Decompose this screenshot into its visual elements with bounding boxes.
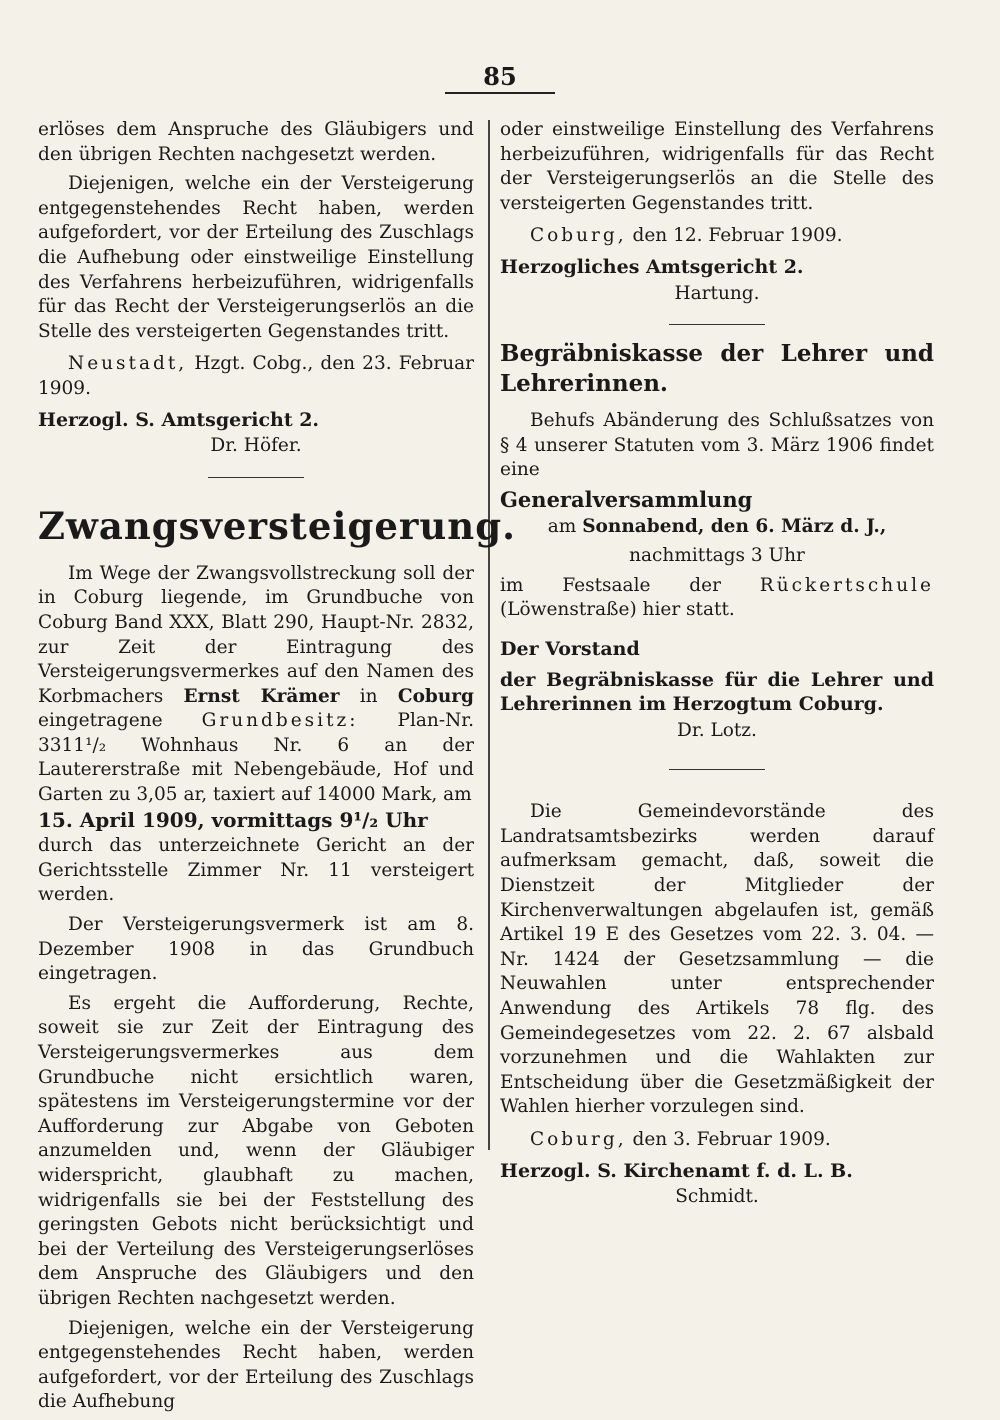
church-office-name: Herzogl. S. Kirchenamt f. d. L. B. <box>500 1159 853 1182</box>
left-paragraph-4: Der Versteigerungsvermerk ist am 8. Dezember 1908 in das Grundbuch eingetragen. <box>38 914 474 985</box>
header-rule <box>445 92 555 94</box>
left-court-name: Herzogl. S. Amtsgericht 2. <box>38 408 320 431</box>
right-place-date-3 <box>500 1128 934 1153</box>
assembly-weekday: Sonnabend, den 6. März d. J., <box>582 515 887 537</box>
separator-rule <box>208 477 304 478</box>
board-signer: Dr. Lotz. <box>677 719 757 741</box>
auction-text-b: eingetragene <box>38 710 163 732</box>
left-paragraph-1: erlöses dem Anspruche des Gläubigers und den übrigen Rechten nachgesetzt werden. <box>38 119 474 165</box>
assembly-heading: Generalversammlung <box>500 486 753 512</box>
assembly-date <box>500 515 934 540</box>
right-paragraph-1: oder einstweilige Einstellung des Verfahrens herbeizuführen, widrigenfalls für das Recht der Versteigerungserlös an die Stelle des versteigerten Gegenstandes tritt. <box>500 119 934 214</box>
owner-name: Ernst Krämer <box>183 685 340 707</box>
church-office-signer: Schmidt. <box>675 1186 759 1208</box>
right-column <box>500 118 934 1220</box>
left-signer: Dr. Höfer. <box>210 435 302 457</box>
left-column <box>38 118 516 1420</box>
left-date: Hzgt. Cobg., den 23. Februar 1909. <box>38 353 474 399</box>
auction-text-d: durch das unterzeichnete Gericht an der Gerichtsstelle Zimmer Nr. 11 versteigert werden. <box>38 835 474 906</box>
auction-text-a: Im Wege der Zwangsvollstreckung soll der in Coburg liegende, im Grundbuche von Coburg Band XXX, Blatt 290, Haupt-Nr. 2832, zur Zeit der Eintragung des Versteigerungsvermerkes auf den Namen des Korbmachers <box>38 562 474 707</box>
burial-fund-heading: Begräbniskasse der Lehrer und Lehrerinnen. <box>500 340 934 398</box>
right-place-date <box>500 224 934 249</box>
board-title: Der Vorstand <box>500 637 640 660</box>
column-divider <box>488 120 490 1150</box>
left-place: Neustadt, <box>68 353 188 375</box>
right-place-3: Coburg, <box>530 1129 627 1150</box>
auction-date: 15. April 1909, vormittags 9¹/₂ Uhr <box>38 807 428 832</box>
auction-city: Coburg <box>397 685 474 707</box>
auction-heading: Zwangsversteigerung. <box>38 503 516 548</box>
venue-text-a: im Festsaale der <box>500 574 721 596</box>
assembly-am: am <box>547 515 577 537</box>
left-place-date <box>38 352 474 401</box>
assembly-venue <box>500 574 934 623</box>
separator-rule <box>669 769 765 770</box>
right-place: Coburg, <box>530 225 627 247</box>
right-paragraph-2: Behufs Abänderung des Schlußsatzes von § 4 unserer Statuten vom 3. März 1906 findet eine <box>500 410 934 481</box>
left-paragraph-2: Diejenigen, welche ein der Versteigerung entgegenstehendes Recht haben, werden aufgefordert, vor der Erteilung des Zuschlags die Aufhebung oder einstweilige Einstellung des Verfahrens herbeizuführen, widrigenfalls für das Recht der Versteigerungserlös an die Stelle des versteigerten Gegenstandes tritt. <box>38 173 474 342</box>
left-paragraph-5: Es ergeht die Aufforderung, Rechte, soweit sie zur Zeit der Eintragung des Versteigerungsvermerkes aus dem Grundbuche nicht ersichtlich waren, spätestens im Versteigerungstermine vor der Aufforderung zur Abgabe von Geboten anzumelden und, wenn der Gläubiger widerspricht, glaubhaft zu machen, widrigenfalls sie bei der Feststellung des geringsten Gebots nicht berücksichtigt und bei der Verteilung des Versteigerungserlöses dem Anspruche des Gläubigers und den übrigen Rechten nachgesetzt werden. <box>38 992 474 1309</box>
right-date: den 12. Februar 1909. <box>632 225 843 247</box>
right-court-name: Herzogliches Amtsgericht 2. <box>500 255 804 278</box>
auction-text-c: Plan-Nr. 3311¹/₂ Wohnhaus Nr. 6 an der Lautererstraße mit Nebengebäude, Hof und Garten zu 3,05 ar, taxiert auf 14000 Mark, am <box>38 710 474 806</box>
right-date-3: den 3. Februar 1909. <box>632 1129 831 1150</box>
right-paragraph-3: Die Gemeindevorstände des Landratsamtsbezirks werden darauf aufmerksam gemacht, daß, soweit die Dienstzeit der Mitglieder der Kirchenverwaltungen abgelaufen ist, gemäß Artikel 19 E des Gesetzes vom 22. 3. 04. — Nr. 1424 der Gesetzsammlung — die Neuwahlen unter entsprechender Anwendung des Artikels 78 flg. des Gemeindegesetzes vom 22. 2. 67 alsbald vorzunehmen und die Wahlakten zur Entscheidung über die Gesetzmäßigkeit der Wahlen hierher vorzulegen sind. <box>500 801 934 1118</box>
venue-text-b: (Löwenstraße) hier statt. <box>500 599 735 621</box>
right-signer: Hartung. <box>674 282 760 304</box>
venue-school: Rückertschule <box>759 574 934 596</box>
assembly-time: nachmittags 3 Uhr <box>629 545 805 567</box>
separator-rule <box>669 324 765 325</box>
auction-paragraph <box>38 562 474 908</box>
board-organization: der Begräbniskasse für die Lehrer und Lehrerinnen im Herzogtum Coburg. <box>500 668 934 716</box>
auction-grundbesitz: Grundbesitz: <box>201 710 359 732</box>
page-number: 85 <box>483 62 517 91</box>
left-paragraph-6: Diejenigen, welche ein der Versteigerung entgegenstehendes Recht haben, werden aufgefordert, vor der Erteilung des Zuschlags die Aufhebung <box>38 1317 474 1413</box>
auction-in: in <box>359 685 378 707</box>
